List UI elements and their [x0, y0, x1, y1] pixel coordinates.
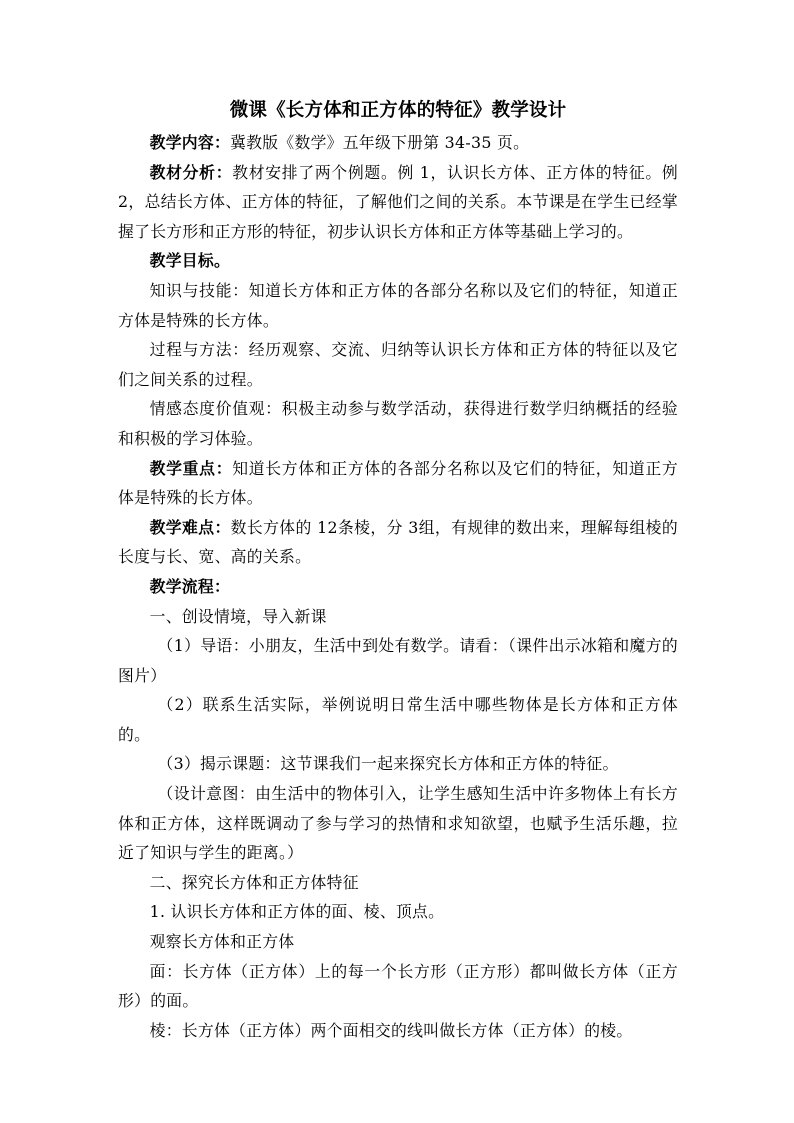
key-point-label: 教学重点：: [149, 458, 233, 478]
difficulty: [118, 513, 678, 572]
material-analysis-label: 教材分析：: [149, 162, 233, 182]
face-definition: 面：长方体（正方体）上的每一个长方形（正方形）都叫做长方体（正方形）的面。: [118, 961, 678, 1011]
key-point: [118, 454, 678, 513]
section-2-heading: 二、探究长方体和正方体特征: [149, 872, 359, 892]
document-page: [118, 96, 678, 1045]
goal-process: 过程与方法：经历观察、交流、归纳等认识长方体和正方体的特征以及它们之间关系的过程。: [118, 340, 678, 389]
document-title: 微课《长方体和正方体的特征》教学设计: [229, 100, 567, 121]
teaching-content-text: 冀教版《数学》五年级下册第 34-35 页。: [230, 133, 530, 152]
observe-line: 观察长方体和正方体: [149, 932, 295, 952]
goal-knowledge: 知识与技能：知道长方体和正方体的各部分名称以及它们的特征，知道正方体是特殊的长方体。: [118, 280, 678, 330]
section-1-item-1: （1）导语：小朋友，生活中到处有数学。请看：（课件出示冰箱和魔方的图片）: [118, 636, 678, 685]
difficulty-text: 数长方体的 12条棱，分 3组，有规律的数出来，理解每组棱的长度与长、宽、高的关系。: [118, 517, 678, 567]
section-2-item-1: 1. 认识长方体和正方体的面、棱、顶点。: [149, 902, 445, 922]
section-1-design-intent: （设计意图：由生活中的物体引入，让学生感知生活中许多物体上有长方体和正方体，这样既调动了参与学习的热情和求知欲望，也赋予生活乐趣，拉近了知识与学生的距离。）: [118, 784, 678, 863]
section-1-heading: 一、创设情境，导入新课: [149, 606, 327, 626]
goal-emotion: 情感态度价值观：积极主动参与数学活动，获得进行数学归纳概括的经验和积极的学习体验。: [118, 399, 678, 448]
section-1-item-2: （2）联系生活实际，举例说明日常生活中哪些物体是长方体和正方体的。: [118, 695, 678, 744]
flow-heading: 教学流程：: [149, 576, 231, 596]
teaching-content-label: 教学内容：: [149, 133, 231, 152]
difficulty-label: 教学难点：: [149, 517, 231, 537]
material-analysis-text: 教材安排了两个例题。例 1，认识长方体、正方体的特征。例 2，总结长方体、正方体的特征，了解他们之间的关系。本节课是在学生已经掌握了长方形和正方形的特征，初步认识长方体和正方体等基础上学习的。: [118, 162, 678, 241]
material-analysis: [118, 158, 678, 247]
key-point-text: 知道长方体和正方体的各部分名称以及它们的特征，知道正方体是特殊的长方体。: [118, 458, 678, 508]
goals-heading: 教学目标。: [149, 251, 231, 271]
teaching-content: [118, 128, 678, 158]
section-1-item-3: （3）揭示课题：这节课我们一起来探究长方体和正方体的特征。: [157, 754, 619, 774]
edge-definition: 棱：长方体（正方体）两个面相交的线叫做长方体（正方体）的棱。: [149, 1020, 633, 1040]
